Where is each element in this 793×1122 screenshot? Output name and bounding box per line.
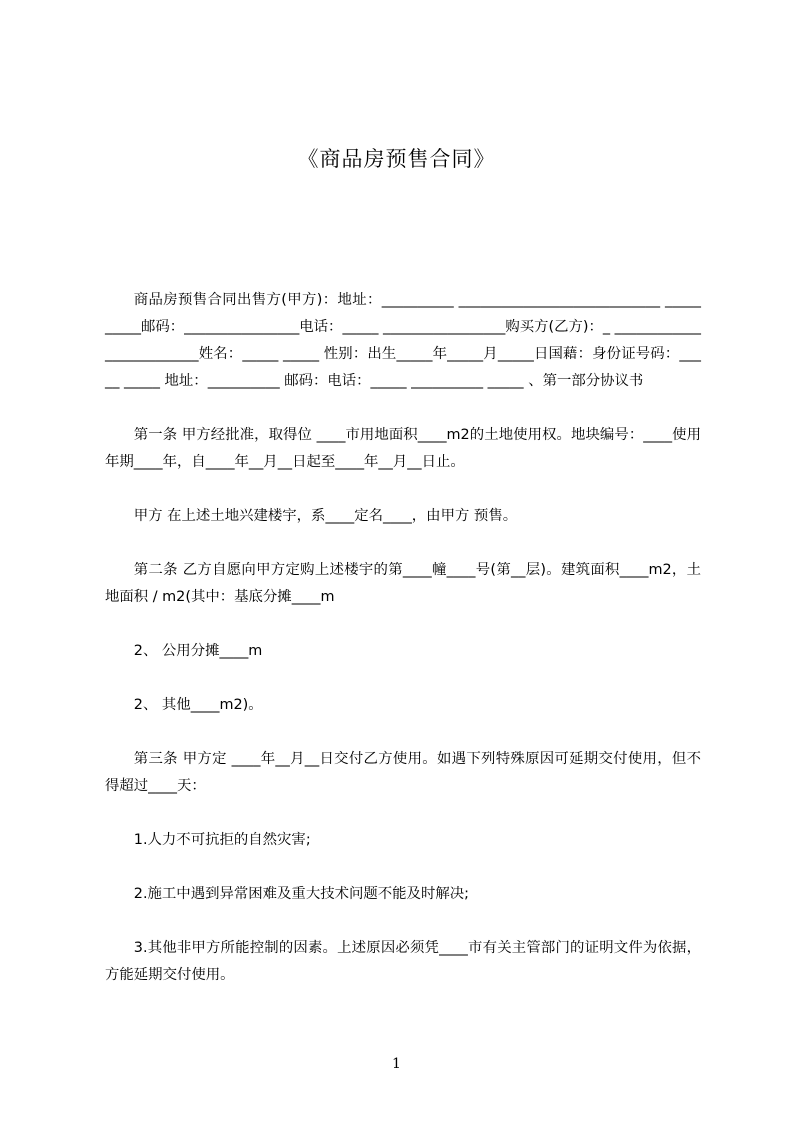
paragraph-other-share: 2、 其他____m2)。 <box>133 697 263 713</box>
paragraph-article-3: 第三条 甲方定 ____年__月__日交付乙方使用。如遇下列特殊原因可延期交付使用，但不得超过____天： <box>105 751 701 794</box>
list-item-1: 1.人力不可抗拒的自然灾害; <box>133 832 311 848</box>
document-title: 《商品房预售合同》 <box>297 147 496 171</box>
list-item-3: 3.其他非甲方所能控制的因素。上述原因必须凭____市有关主管部门的证明文件为依据，方能延期交付使用。 <box>105 940 701 983</box>
paragraph-parties: 商品房预售合同出售方(甲方)：地址：__________ ____________________________ __________邮码：________________电话：_____ _________________购买方(乙方)：_ _________________________姓名：_____ _____ 性别：出生_____年_____月_____日国藉：身份证号码：_____ _____ 地址：__________ 邮码：电话：_____ __________ _____ 、第一部分协议书 <box>105 292 702 389</box>
page-number: 1 <box>392 1056 401 1072</box>
paragraph-article-1: 第一条 甲方经批准，取得位 ____市用地面积____m2的土地使用权。地块编号：____使用年期____年，自____年__月__日起至____年__月__日止。 <box>105 427 701 470</box>
paragraph-construction: 甲方 在上述土地兴建楼宇，系____定名____，由甲方 预售。 <box>133 508 518 524</box>
paragraph-article-2: 第二条 乙方自愿向甲方定购上述楼宇的第____幢____号(第__层)。建筑面积____m2，土地面积 / m2(其中：基底分摊____m <box>105 562 701 605</box>
list-item-2: 2.施工中遇到异常困难及重大技术问题不能及时解决; <box>133 886 469 902</box>
document-body <box>105 287 701 989</box>
paragraph-public-share: 2、 公用分摊____m <box>133 643 263 659</box>
